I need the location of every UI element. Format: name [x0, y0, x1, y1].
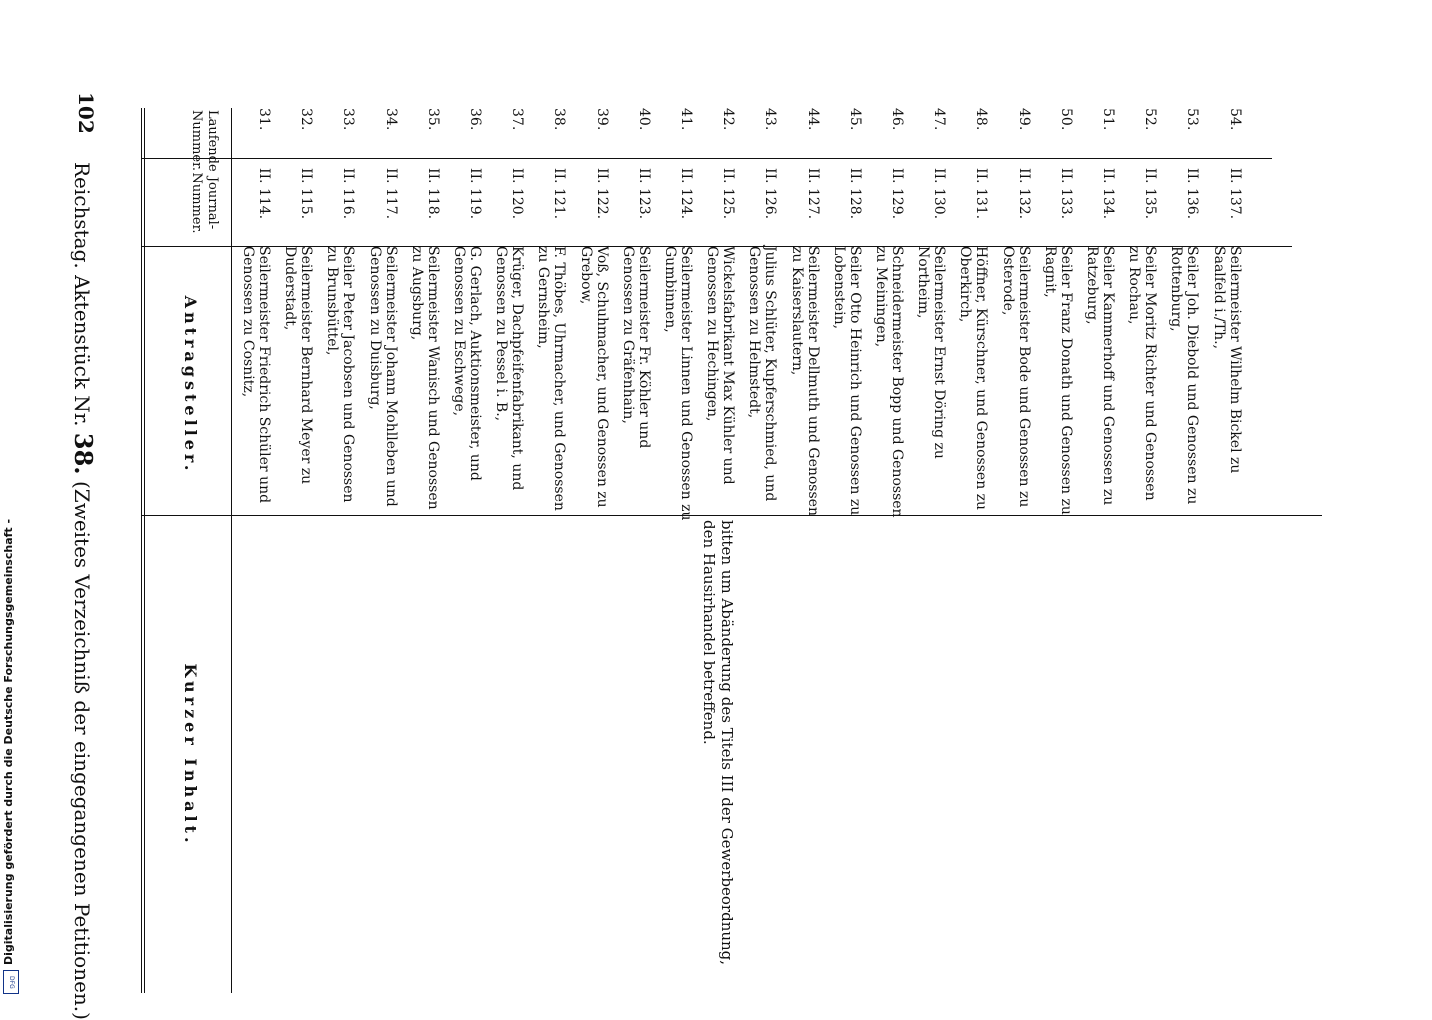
table-row: [863, 108, 905, 528]
journal-nummer: II. 130.: [931, 168, 948, 220]
antragsteller: Seiler Peter Jacobsen und Genossen zu Brunsbüttel,: [324, 246, 357, 503]
journal-nummer: II. 133.: [1057, 168, 1074, 220]
journal-nummer: II. 118.: [424, 168, 441, 220]
table-row: [990, 108, 1032, 528]
laufende-nummer: 35.: [424, 108, 441, 131]
journal-nummer: II. 126.: [762, 168, 779, 220]
table-row: [1074, 108, 1116, 528]
top-rule: [141, 108, 142, 993]
table-row: [610, 108, 652, 528]
laufende-nummer: 45.: [846, 108, 863, 131]
antragsteller: Seilermeister Ernst Döring zu Northeim,: [915, 246, 948, 459]
antragsteller: Krüger, Dachpfeifenfabrikant, und Genossen zu Pessel i. B.,: [493, 246, 526, 491]
table-row: [568, 108, 610, 528]
table-row: [1158, 108, 1200, 528]
laufende-nummer: 52.: [1142, 108, 1159, 131]
table-row: [230, 108, 272, 528]
antragsteller: Wickelsfabrikant Max Kühler und Genossen zu Hechingen,: [704, 246, 737, 485]
journal-nummer: II. 131.: [973, 168, 990, 220]
journal-nummer: II. 137.: [1226, 168, 1243, 220]
laufende-nummer: 38.: [551, 108, 568, 131]
table-row: [441, 108, 483, 528]
page-header: [64, 92, 104, 1020]
journal-nummer: II. 127.: [804, 168, 821, 220]
laufende-nummer: 43.: [762, 108, 779, 131]
laufende-nummer: 51.: [1100, 108, 1116, 131]
journal-nummer: II. 128.: [846, 168, 863, 220]
table-row: [314, 108, 356, 528]
journal-nummer: II. 124.: [678, 168, 694, 220]
journal-nummer: II. 125.: [720, 168, 737, 220]
top-rule-2: [144, 108, 145, 993]
table-row: [1201, 108, 1243, 528]
table-row: [905, 108, 947, 528]
laufende-nummer: 39.: [593, 108, 610, 131]
laufende-nummer: 47.: [931, 108, 948, 131]
page-number: 102: [74, 92, 98, 134]
journal-nummer: II. 117.: [382, 168, 399, 220]
antragsteller: Seilermeister Wanisch und Genossen zu Augsburg,: [408, 246, 441, 510]
document-number: 38.: [69, 432, 98, 475]
antragsteller: Seiler Joh. Diebold und Genossen zu Rottenburg,: [1168, 246, 1201, 505]
table-row: [652, 108, 694, 528]
antragsteller: Höffner, Kürschner, und Genossen zu Oberkirch,: [957, 246, 990, 511]
table-row: [779, 108, 821, 528]
antragsteller: Seilermeister Wilhelm Bickel zu Saalfeld i./Th.,: [1210, 246, 1243, 474]
antragsteller: Seilermeister Johann Mohlleben und Genossen zu Duisburg,: [366, 246, 399, 507]
column-header-antragsteller: Antragsteller.: [181, 295, 200, 475]
table-row: [821, 108, 863, 528]
antragsteller: Seilermeister Friedrich Schüler und Genossen zu Cosnitz,: [240, 246, 272, 504]
table-row: [483, 108, 525, 528]
table-row: [399, 108, 441, 528]
antragsteller: Seiler Otto Heinrich und Genossen zu Lobenstein,: [830, 246, 863, 516]
laufende-nummer: 36.: [467, 108, 483, 131]
laufende-nummer: 48.: [973, 108, 990, 131]
laufende-nummer: 44.: [804, 108, 821, 131]
antragsteller: Julius Schlüter, Kupferschmied, und Genossen zu Helmstedt,: [746, 246, 779, 502]
antragsteller: Seiler Kammerhoff und Genossen zu Ratzeburg,: [1084, 246, 1116, 506]
journal-nummer: II. 121.: [551, 168, 568, 220]
laufende-nummer: 37.: [509, 108, 526, 131]
header-title: [69, 162, 98, 1020]
journal-nummer: II. 135.: [1142, 168, 1159, 220]
table-row: [1032, 108, 1074, 528]
journal-nummer: II. 123.: [635, 168, 652, 220]
antragsteller: Schneidermeister Bopp und Genossen zu Meiningen,: [873, 246, 905, 518]
laufende-nummer: 32.: [298, 108, 315, 131]
antragsteller: F. Thöbes, Uhrmacher, und Genossen zu Gernsheim,: [535, 246, 568, 511]
journal-nummer: II. 115.: [298, 168, 315, 220]
antragsteller: Seiler Franz Donath und Genossen zu Ragnit,: [1041, 246, 1074, 515]
table-row: [357, 108, 399, 528]
journal-nummer: II. 116.: [340, 168, 357, 220]
table-row: [525, 108, 567, 528]
laufende-nummer: 40.: [635, 108, 652, 131]
laufende-nummer: 41.: [678, 108, 694, 131]
laufende-nummer: 54.: [1226, 108, 1243, 131]
header-prefix: Reichstag. Aktenstück Nr.: [70, 162, 94, 433]
antragsteller: Seilermeister Dellmuth und Genossen zu Kaiserslautern,: [788, 246, 821, 516]
laufende-nummer: 46.: [889, 108, 905, 131]
inhalt-text: bitten um Abänderung des Titels III der Gewerbeordnung, den Hausirhandel betreffend.: [700, 520, 737, 966]
journal-nummer: II. 120.: [509, 168, 526, 220]
journal-nummer: II. 114.: [256, 168, 272, 220]
antragsteller: Seilermeister Linnen und Genossen zu Gumbinnen,: [662, 246, 694, 521]
table-row: [947, 108, 989, 528]
column-header-inhalt: Kurzer Inhalt.: [181, 663, 200, 847]
journal-nummer: II. 129.: [889, 168, 905, 220]
table-row: [1116, 108, 1158, 528]
table-row: [272, 108, 314, 528]
antragsteller: G. Gerlach, Auktionsmeister, und Genossen zu Eschwege,: [451, 246, 483, 481]
dfg-logo-icon: DFG: [3, 970, 19, 994]
journal-nummer: II. 136.: [1184, 168, 1201, 220]
laufende-nummer: 49.: [1015, 108, 1032, 131]
journal-nummer: II. 132.: [1015, 168, 1032, 220]
antragsteller: Seilermeister Bode und Genossen zu Osterode,: [999, 246, 1032, 508]
laufende-nummer: 31.: [256, 108, 272, 131]
column-header-laufende: Laufende Nummer.: [189, 110, 220, 172]
antragsteller: Seiler Moritz Richter und Genossen zu Rochau,: [1126, 246, 1159, 501]
laufende-nummer: 50.: [1057, 108, 1074, 131]
header-suffix: (Zweites Verzeichniß der eingegangenen Petitionen.): [70, 474, 94, 1020]
column-header-journal: Journal-Nummer.: [189, 172, 220, 234]
table-row: [736, 108, 778, 528]
digitization-note: Digitalisierung gefördert durch die Deutsche Forschungsgemeinschaft -: [2, 518, 15, 965]
antragsteller: Voß, Schuhmacher, und Genossen zu Grebow,: [577, 246, 610, 508]
laufende-nummer: 53.: [1184, 108, 1201, 131]
laufende-nummer: 33.: [340, 108, 357, 131]
antragsteller: Seilermeister Bernhard Meyer zu Duderstadt,: [282, 246, 315, 485]
laufende-nummer: 34.: [382, 108, 399, 131]
journal-nummer: II. 134.: [1100, 168, 1116, 220]
journal-nummer: II. 122.: [593, 168, 610, 220]
table-row: [694, 108, 736, 528]
journal-nummer: II. 119.: [467, 168, 483, 220]
antragsteller: Seilermeister Fr. Köhler und Genossen zu Gräfenhain,: [619, 246, 652, 449]
laufende-nummer: 42.: [720, 108, 737, 131]
